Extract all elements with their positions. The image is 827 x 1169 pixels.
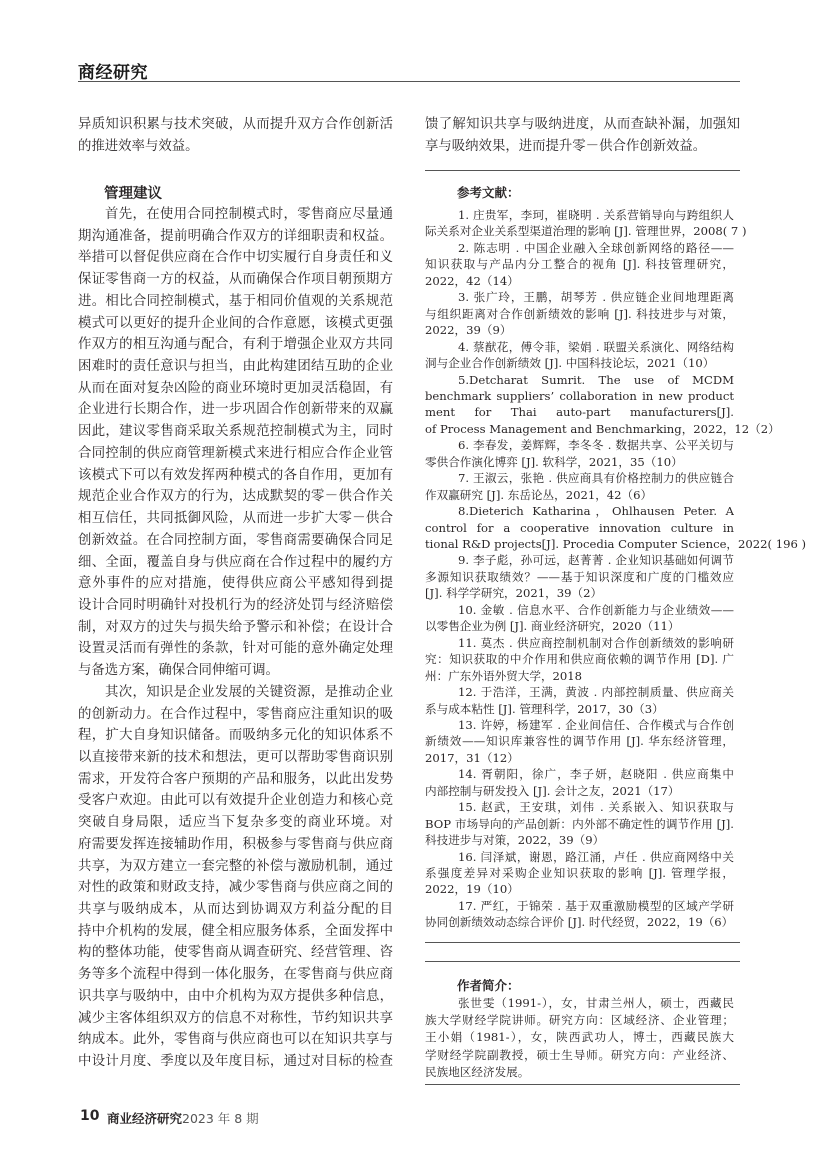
body-text-line: 与备选方案，确保合同伸缩可调。 [78,663,279,679]
reference-line: 系强度差异对采购企业知识获取的影响 [J]. 管理学报， [425,866,734,880]
body-text-line: 规范企业合作双方的行为，达成默契的零－供合作关 [78,489,393,505]
reference-line: control for a cooperative innovation culture in [425,520,734,535]
body-text-line: 作双方的相互沟通与配合，有利于增强企业双方共同 [78,337,393,353]
body-text-line: 对性的政策和财政支持，减少零售商与供应商之间的 [78,880,393,896]
body-text-line: 的创新动力。在合作过程中，零售商应注重知识的吸 [78,706,393,722]
author-top-rule [425,961,740,962]
reference-line: 2022，19（10） [425,882,519,897]
author-bio-line: 王小娟（1981-），女，陕西武功人，博士，西藏民族大 [425,1030,734,1045]
body-text-line: 中设计月度、季度以及年度目标，通过对目标的检查 [78,1054,393,1070]
body-text-line: 突破自身局限，适应当下复杂多变的商业环境。对 [78,815,393,831]
body-text-line: 以直接带来新的技术和想法，更可以帮助零售商识别 [78,750,393,765]
body-text-line: 从而在面对复杂凶险的商业环境时更加灵活稳固，有 [78,380,393,396]
body-text-line: 构的整体功能，使零售商从调查研究、经营管理、咨 [78,945,393,961]
reference-line: 9. 李子彪，孙可远，赵菁菁 . 企业知识基础如何调节 [458,553,734,568]
reference-line: 知识获取与产品内分工整合的视角 [J]. 科技管理研究， [425,257,734,272]
body-text-line: 务等多个流程中得到一体化服务，在零售商与供应商 [78,967,393,983]
footer-journal-name: 商业经济研究 [107,1111,183,1126]
body-text-line: 识共享与吸纳中，由中介机构为双方提供多种信息， [78,988,393,1004]
body-text-line: 共享与吸纳成本，从而达到协调双方利益分配的目 [78,902,393,918]
body-text-line: 意外事件的应对措施，使得供应商公平感知得到提 [78,576,393,592]
body-text-line: 其次，知识是企业发展的关键资源，是推动企业 [105,684,393,700]
footer-issue: 2023 年 8 期 [182,1111,259,1126]
body-text-line: 相互信任，共同抵御风险，从而进一步扩大零－供合 [78,511,393,527]
body-text-line: 企业进行长期合作，进一步巩固合作创新带来的双赢 [78,402,393,418]
author-bio-line: 民族地区经济发展。 [425,1064,530,1079]
reference-line: 1. 庄贵军，李珂，崔晓明 . 关系营销导向与跨组织人 [458,208,734,222]
body-text-line: 模式可以更好的提升企业间的合作意愿，该模式更强 [78,315,393,331]
reference-line: 科技进步与对策，2022，39（9） [425,833,605,848]
body-text-line: 该模式下可以有效发挥两种模式的各自作用，更加有 [78,467,393,483]
body-text-line: 减少主客体组织双方的信息不对称性，节约知识共享 [78,1010,393,1026]
reference-line: 12. 于浩洋，王满，黄波 . 内部控制质量、供应商关 [458,685,734,700]
reference-line: 以零售企业为例 [J]. 商业经济研究，2020（11） [425,619,680,634]
author-bio-line: 学财经学院副教授，硕士生导师。研究方向：产业经济、 [425,1047,734,1062]
references-top-rule [425,170,740,171]
reference-line: 11. 莫杰 . 供应商控制机制对合作创新绩效的影响研 [458,635,734,650]
reference-line: 3. 张广玲，王鹏，胡琴芳 . 供应链企业间地理距离 [458,290,734,305]
references-bottom-rule [425,942,740,943]
reference-line: 究：知识获取的中介作用和供应商依赖的调节作用 [D]. 广 [425,652,734,667]
body-text-line: 异质知识积累与技术突破，从而提升双方合作创新活 [78,117,393,132]
reference-line: 17. 严红，于锦荣 . 基于双重激励模型的区域产学研 [458,898,734,913]
reference-line: 16. 闫泽斌，谢恩，路江涌，卢任 . 供应商网络中关 [458,849,734,864]
reference-line: of Process Management and Benchmarking，2022，12（2） [425,421,780,436]
reference-line: 2022，39（9） [425,323,512,338]
reference-line: tional R&D projects[J]. Procedia Computer Science，2022( 196 ) [425,537,807,551]
body-text-line: 共享，为双方建立一套完整的补偿与激励机制，通过 [78,858,393,874]
reference-line: ment for Thai auto-part manufacturers[J]. [425,405,734,420]
body-text-line: 创新效益。在合同控制方面，零售商需要确保合同足 [78,532,393,548]
body-text-line: 馈了解知识共享与吸纳进度，从而查缺补漏，加强知 [425,117,740,132]
body-text-line: 府需要发挥连接辅助作用，积极参与零售商与供应商 [78,836,393,852]
reference-line: 10. 金敏 . 信息水平、合作创新能力与企业绩效—— [458,602,734,617]
body-text-line: 困难时的责任意识与担当，由此构建团结互助的企业 [78,359,393,375]
body-text-line: 设计合同时明确针对投机行为的经济处罚与经济赔偿 [78,597,393,613]
body-text-line: 受客户欢迎。由此可以有效提升企业创造力和核心竞 [78,793,393,809]
reference-line: 2022，42（14） [425,273,519,288]
body-text-line: 制，对双方的过失与损失给予警示和补偿；在设计合 [78,619,393,635]
reference-line: 协同创新绩效动态综合评价 [J]. 时代经贸，2022，19（6） [425,915,734,930]
body-text-line: 保证零售商一方的权益，从而确保合作项目朝预期方 [78,272,393,288]
body-text-line: 纳成本。此外，零售商与供应商也可以在知识共享与 [78,1032,393,1048]
page-number: 10 [80,1108,100,1124]
reference-line: 多源知识获取绩效？——基于知识深度和广度的门槛效应 [425,569,734,584]
body-text-line: 进。相比合同控制模式，基于相同价值观的关系规范 [78,293,393,309]
reference-line: 洞与企业合作创新绩效 [J]. 中国科技论坛，2021（10） [425,356,715,371]
reference-line: 新绩效——知识库兼容性的调节作用 [J]. 华东经济管理， [425,734,734,749]
reference-line: 14. 胥朝阳，徐广，李子妍，赵晓阳 . 供应商集中 [458,767,734,782]
header-rule [78,81,740,82]
author-heading: 作者简介： [457,978,520,993]
body-text-line: 细、全面，覆盖自身与供应商在合作过程中的履约方 [78,554,393,570]
reference-line: 5.Detcharat Sumrit. The use of MCDM [458,372,734,387]
reference-line: 8.Dieterich Katharina，Ohlhausen Peter. A [458,504,734,519]
body-text-line: 合同控制的供应商管理新模式来进行相应合作企业管 [78,445,393,461]
body-text-line: 设置灵活而有弹性的条款，针对可能的意外确定处理 [78,641,393,657]
reference-line: 系与成本粘性 [J]. 管理科学，2017，30（3） [425,701,664,716]
body-text-line: 期沟通准备，提前明确合作双方的详细职责和权益。 [78,228,393,244]
reference-line: BOP 市场导向的产品创新：内外部不确定性的调节作用 [J]. [425,816,734,831]
body-text-line: 享与吸纳效果，进而提升零－供合作创新效益。 [425,139,707,154]
reference-line: 2. 陈志明 . 中国企业融入全球创新网络的路径—— [458,240,734,255]
author-bio-line: 张世雯（1991-），女，甘肃兰州人，硕士，西藏民 [458,996,734,1010]
reference-line: 6. 李春发，姜辉辉，李冬冬 . 数据共享、公平关切与 [458,438,734,453]
reference-line: [J]. 科学学研究，2021，39（2） [425,586,603,601]
reference-line: 作双赢研究 [J]. 东岳论丛，2021，42（6） [425,487,653,502]
body-text-line: 首先，在使用合同控制模式时，零售商应尽量通 [105,207,393,222]
body-text-line: 举措可以督促供应商在合作中切实履行自身责任和义 [78,250,393,266]
references-heading: 参考文献： [457,185,520,200]
running-header-title: 商经研究 [78,63,148,83]
reference-line: 际关系对企业关系型渠道治理的影响 [J]. 管理世界，2008( 7 ) [425,224,747,239]
body-text-line: 需求，开发符合客户预期的产品和服务，以此出发势 [78,771,393,787]
reference-line: 4. 蔡猷花，傅令菲，梁娟 . 联盟关系演化、网络结构 [458,339,734,354]
body-text-line: 程，扩大自身知识储备。而吸纳多元化的知识体系不 [78,728,393,744]
reference-line: benchmark suppliers’ collaboration in new product [425,388,734,403]
reference-line: 内部控制与研发投入 [J]. 会计之友，2021（17） [425,783,680,798]
reference-line: 与组织距离对合作创新绩效的影响 [J]. 科技进步与对策， [425,306,734,321]
body-text-line: 因此，建议零售商采取关系规范控制模式为主，同时 [78,424,393,440]
author-bio-line: 族大学财经学院讲师。研究方向：区域经济、企业管理； [425,1013,734,1028]
reference-line: 州：广东外语外贸大学，2018 [425,668,583,683]
reference-line: 2017，31（12） [425,750,519,765]
reference-line: 7. 王淑云，张艳 . 供应商具有价格控制力的供应链合 [458,471,734,486]
reference-line: 零供合作演化博弈 [J]. 软科学，2021，35（10） [425,454,683,469]
section-heading: 管理建议 [104,186,162,202]
reference-line: 15. 赵武，王安琪，刘伟 . 关系嵌入、知识获取与 [458,800,734,815]
body-text-line: 持中介机构的发展，健全相应服务体系，全面发挥中 [78,923,393,939]
author-bottom-rule [425,1084,740,1085]
body-text-line: 的推进效率与效益。 [78,139,199,154]
reference-line: 13. 许婷，杨建军 . 企业间信任、合作模式与合作创 [458,717,734,732]
